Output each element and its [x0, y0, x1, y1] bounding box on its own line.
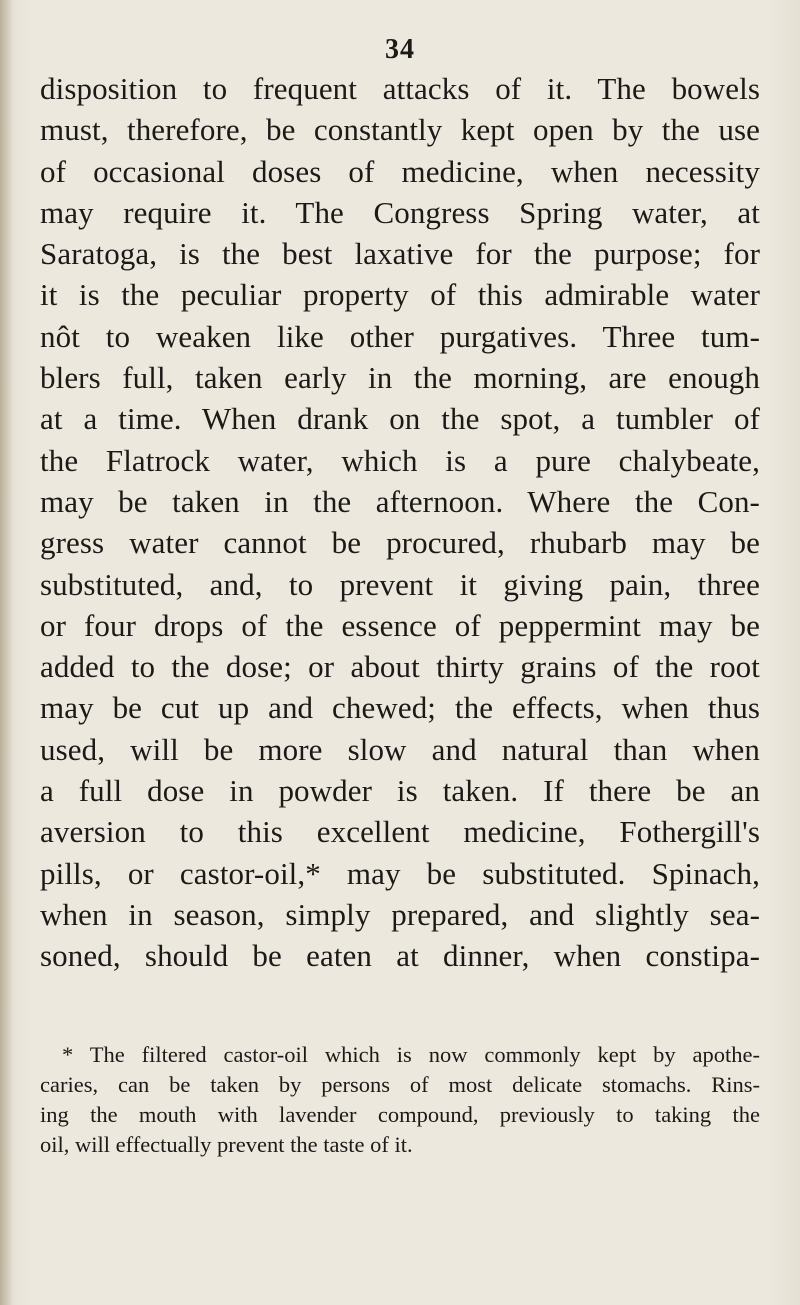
footnote-line: ing the mouth with lavender compound, previously to taking the: [40, 1102, 760, 1127]
text-line: a full dose in powder is taken. If there be an: [40, 773, 760, 809]
text-line: soned, should be eaten at dinner, when constipa-: [40, 938, 760, 974]
text-line: when in season, simply prepared, and slightly sea-: [40, 896, 760, 932]
text-line: aversion to this excellent medicine, Fothergill's: [40, 814, 760, 850]
footnote: [40, 1040, 760, 1160]
text-line: gress water cannot be procured, rhubarb may be: [40, 525, 760, 561]
text-line: may be cut up and chewed; the effects, when thus: [40, 690, 760, 726]
text-line: Saratoga, is the best laxative for the purpose; for: [40, 236, 760, 272]
text-line: may be taken in the afternoon. Where the Con-: [40, 483, 760, 519]
text-line: disposition to frequent attacks of it. The bowels: [40, 71, 760, 106]
text-line: blers full, taken early in the morning, are enough: [40, 360, 760, 396]
text-line: of occasional doses of medicine, when necessity: [40, 153, 760, 189]
page-binding-edge: [0, 0, 14, 1305]
text-line: pills, or castor-oil,* may be substituted. Spinach,: [40, 855, 760, 891]
body-text: [40, 68, 760, 977]
text-line: added to the dose; or about thirty grains of the root: [40, 649, 760, 685]
text-line: used, will be more slow and natural than when: [40, 731, 760, 767]
text-line: may require it. The Congress Spring water, at: [40, 194, 760, 230]
footnote-line: caries, can be taken by persons of most delicate stomachs. Rins-: [40, 1072, 760, 1097]
text-line: must, therefore, be constantly kept open by the use: [40, 112, 760, 148]
text-line: at a time. When drank on the spot, a tumbler of: [40, 401, 760, 437]
footnote-line: oil, will effectually prevent the taste of it.: [40, 1132, 413, 1157]
text-line: nôt to weaken like other purgatives. Three tum-: [40, 318, 760, 354]
footnote-line: * The filtered castor-oil which is now commonly kept by apothe-: [62, 1042, 760, 1067]
text-line: or four drops of the essence of peppermint may be: [40, 607, 760, 643]
page-number: 34: [385, 34, 415, 65]
text-line: the Flatrock water, which is a pure chalybeate,: [40, 442, 760, 478]
text-line: it is the peculiar property of this admirable water: [40, 277, 760, 313]
text-line: substituted, and, to prevent it giving pain, three: [40, 566, 760, 602]
